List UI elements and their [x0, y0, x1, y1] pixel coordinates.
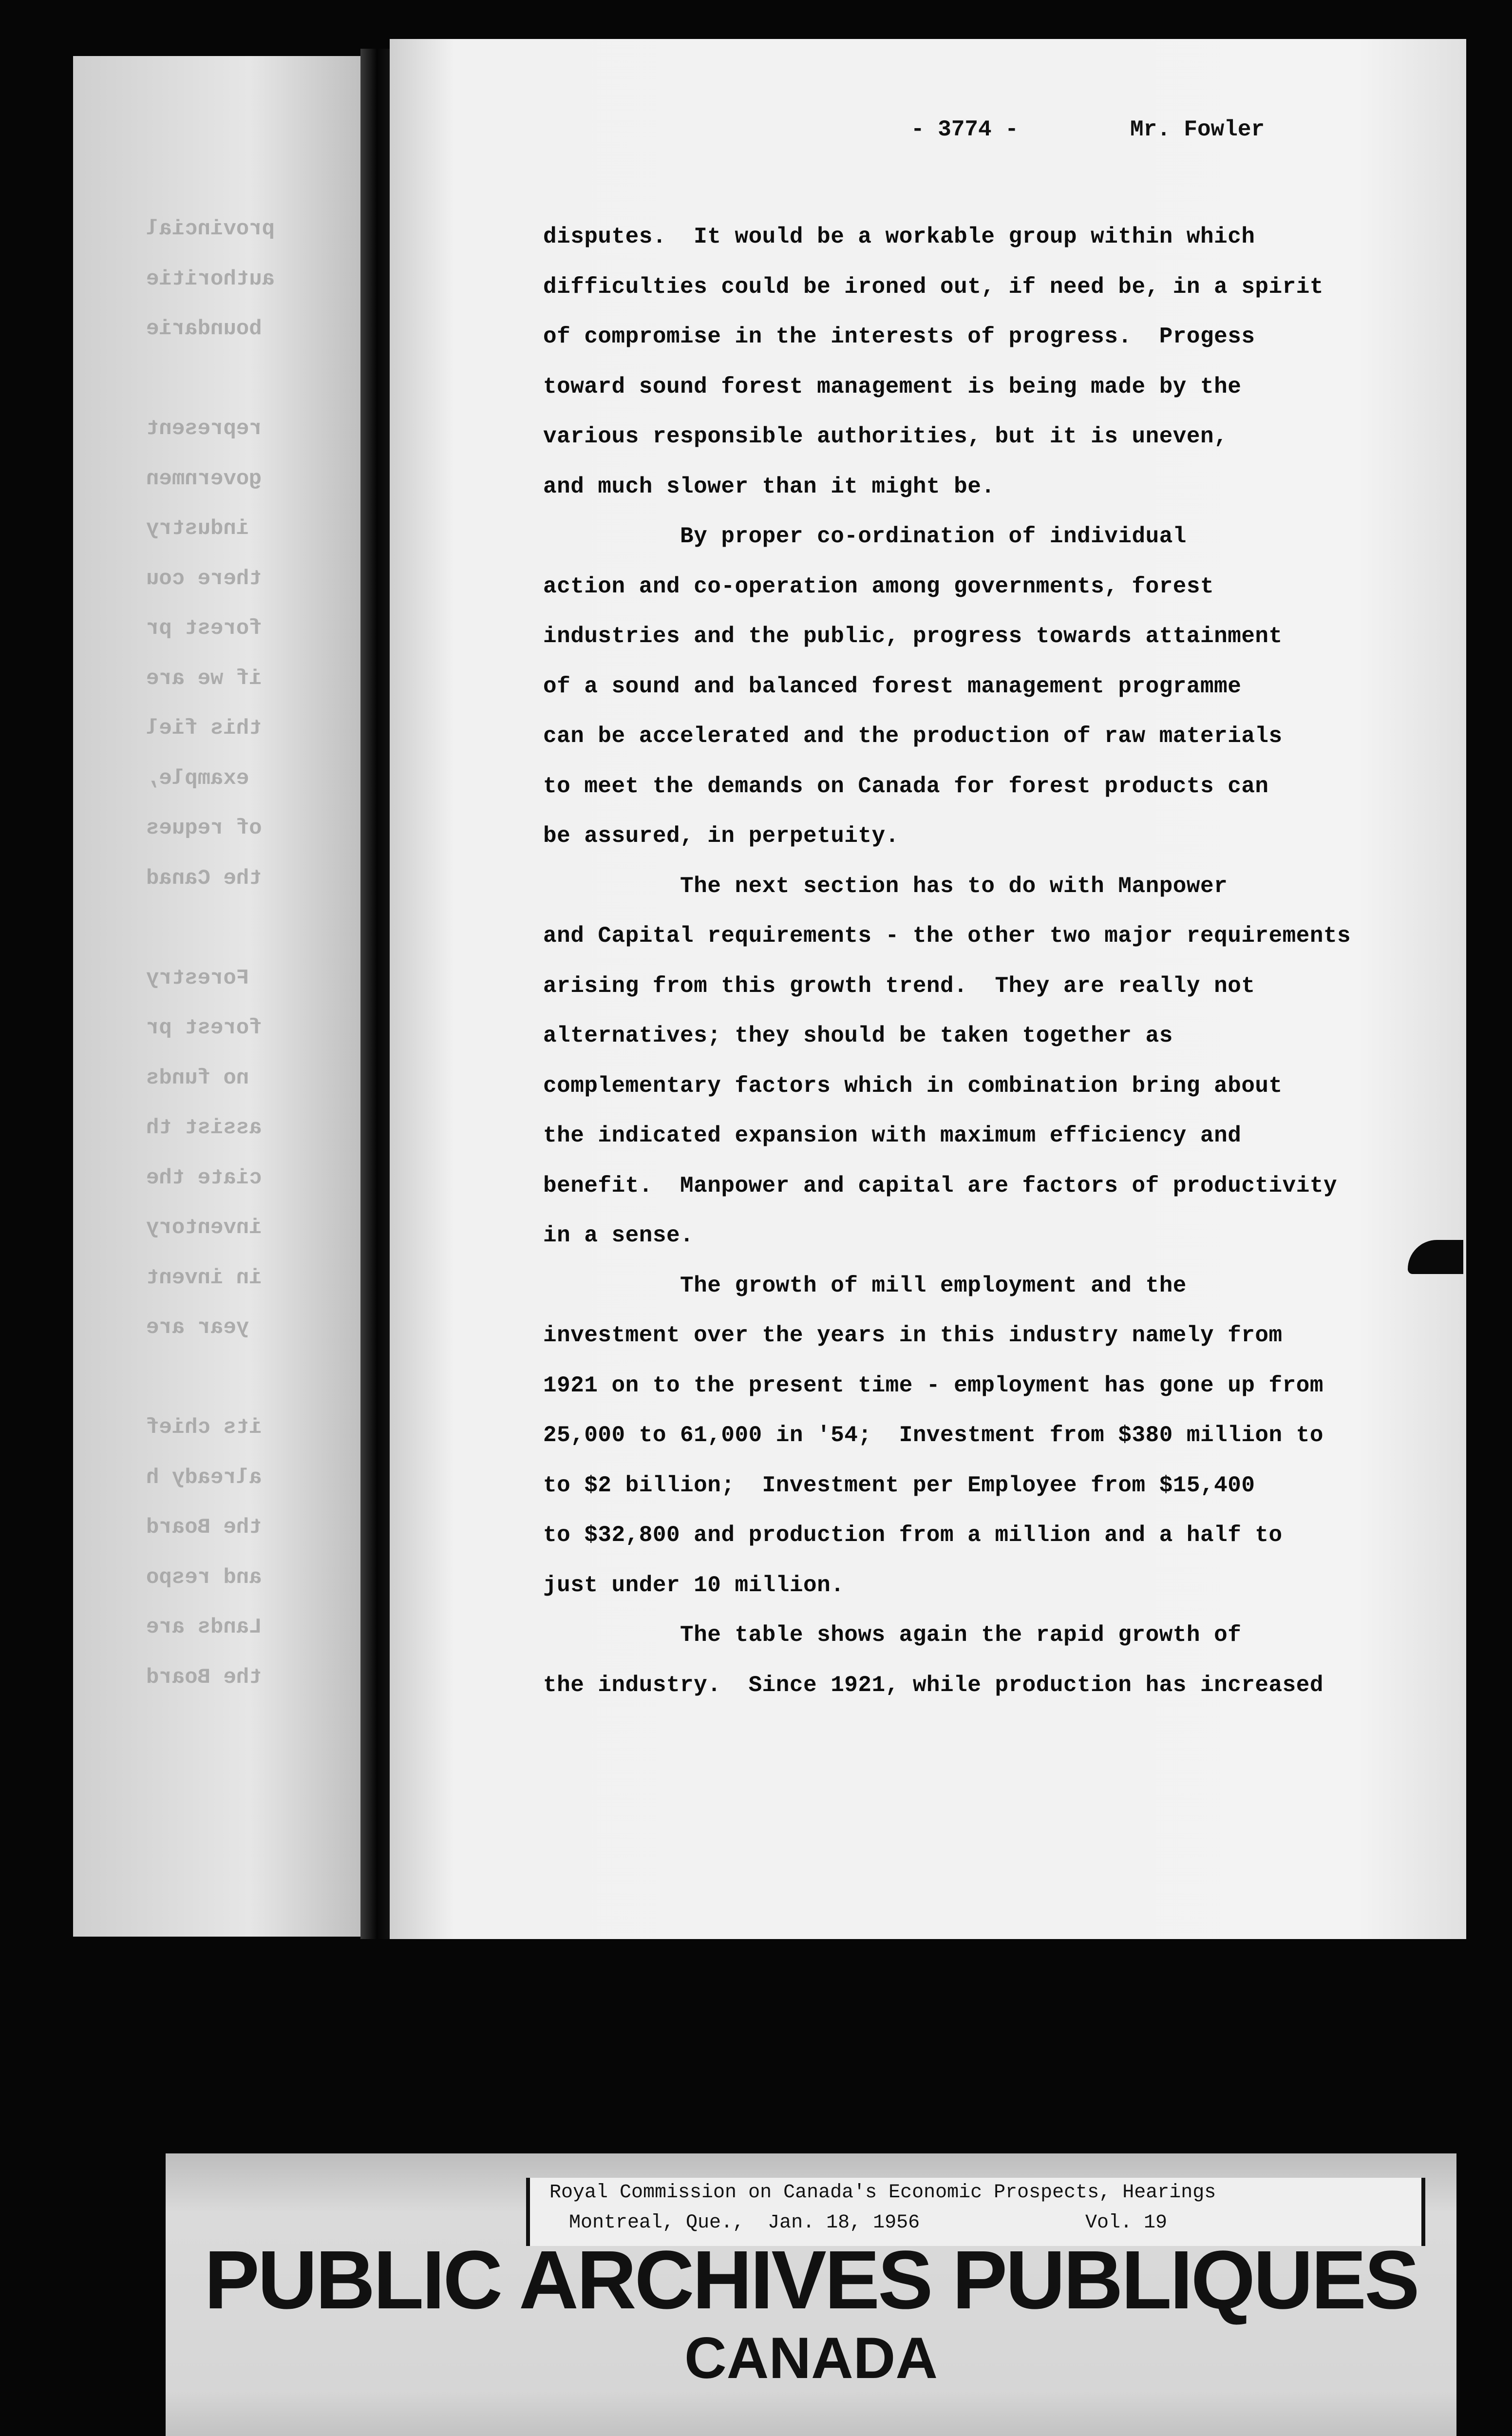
bleed-word: no funds [146, 1066, 249, 1090]
left-page-bleed-text [146, 56, 360, 1937]
transcript-line: alternatives; they should be taken together as [543, 1023, 1173, 1048]
bleed-word: in invent [146, 1265, 262, 1290]
bleed-word: the Board [146, 1665, 262, 1690]
transcript-line: The growth of mill employment and the [543, 1273, 1187, 1298]
bleed-word: the Canad [146, 866, 262, 891]
bleed-word: ciate the [146, 1165, 262, 1190]
transcript-line: to $32,800 and production from a million and a half to [543, 1522, 1283, 1548]
bleed-word: already h [146, 1465, 262, 1490]
bleed-word: and respo [146, 1565, 262, 1590]
bleed-word: of reques [146, 816, 262, 840]
transcript-line: benefit. Manpower and capital are factors of productivity [543, 1173, 1338, 1199]
bleed-word: represent [146, 417, 262, 441]
bleed-word: Lands are [146, 1615, 262, 1639]
transcript-line: The table shows again the rapid growth of [543, 1622, 1242, 1648]
transcript-line: investment over the years in this industry namely from [543, 1323, 1283, 1348]
page-number: - 3774 - [911, 117, 1019, 142]
bleed-word: forest pr [146, 1016, 262, 1040]
transcript-line: By proper co-ordination of individual [543, 524, 1187, 549]
bleed-word: if we are [146, 666, 262, 691]
bleed-word: assist th [146, 1116, 262, 1140]
left-page [73, 56, 368, 1937]
transcript-line: to meet the demands on Canada for forest products can [543, 773, 1269, 799]
transcript-line: the indicated expansion with maximum efficiency and [543, 1123, 1242, 1148]
bleed-word: example, [146, 766, 249, 791]
document-page [390, 39, 1466, 1939]
archives-stamp-country: CANADA [684, 2325, 938, 2391]
transcript-line: industries and the public, progress towards attainment [543, 624, 1283, 649]
transcript-line: just under 10 million. [543, 1572, 845, 1598]
transcript-line: difficulties could be ironed out, if need be, in a spirit [543, 274, 1323, 300]
transcript-line: action and co-operation among governments, forest [543, 573, 1214, 599]
transcript-line: 25,000 to 61,000 in '54; Investment from $380 million to [543, 1423, 1323, 1448]
bleed-word: year are [146, 1315, 249, 1340]
bleed-word: its chief [146, 1415, 262, 1440]
bleed-word: authoritie [146, 266, 275, 291]
transcript-line: arising from this growth trend. They are really not [543, 973, 1255, 999]
archive-banner [166, 2153, 1456, 2436]
transcript-line: of a sound and balanced forest management programme [543, 673, 1242, 699]
archives-stamp-title: PUBLIC ARCHIVES PUBLIQUES [204, 2234, 1418, 2326]
transcript-line: and much slower than it might be. [543, 474, 995, 499]
transcript-line: of compromise in the interests of progress. Progess [543, 324, 1255, 349]
transcript-line: complementary factors which in combination bring about [543, 1073, 1283, 1099]
transcript-line: in a sense. [543, 1223, 694, 1248]
transcript-line: and Capital requirements - the other two major requirements [543, 923, 1351, 949]
page-header [390, 117, 1466, 146]
bleed-word: inventory [146, 1216, 262, 1240]
transcript-line: various responsible authorities, but it is uneven, [543, 424, 1228, 449]
bleed-word: industry [146, 516, 249, 541]
bleed-word: provincial [146, 217, 275, 241]
citation-title: Royal Commission on Canada's Economic Prospects, Hearings [549, 2182, 1216, 2204]
transcript-line: be assured, in perpetuity. [543, 823, 899, 849]
transcript-line: disputes. It would be a workable group within which [543, 224, 1255, 249]
bleed-word: Forestry [146, 966, 249, 990]
bleed-word: this fiel [146, 716, 262, 741]
transcript-line: to $2 billion; Investment per Employee from $15,400 [543, 1472, 1255, 1498]
bleed-word: boundarie [146, 317, 262, 341]
bleed-word: the Board [146, 1515, 262, 1540]
transcript-line: toward sound forest management is being made by the [543, 374, 1242, 400]
bleed-word: governmen [146, 466, 262, 491]
speaker-name: Mr. Fowler [1130, 117, 1265, 142]
citation-place-date: Montreal, Que., Jan. 18, 1956 [569, 2212, 920, 2234]
transcript-line: can be accelerated and the production of raw materials [543, 723, 1283, 749]
transcript-line: The next section has to do with Manpower [543, 873, 1228, 899]
bleed-word: forest pr [146, 616, 262, 641]
bleed-word: there cou [146, 566, 262, 591]
citation-volume: Vol. 19 [1085, 2212, 1168, 2234]
transcript-line: the industry. Since 1921, while production has increased [543, 1672, 1323, 1698]
transcript-line: 1921 on to the present time - employment has gone up from [543, 1372, 1323, 1398]
